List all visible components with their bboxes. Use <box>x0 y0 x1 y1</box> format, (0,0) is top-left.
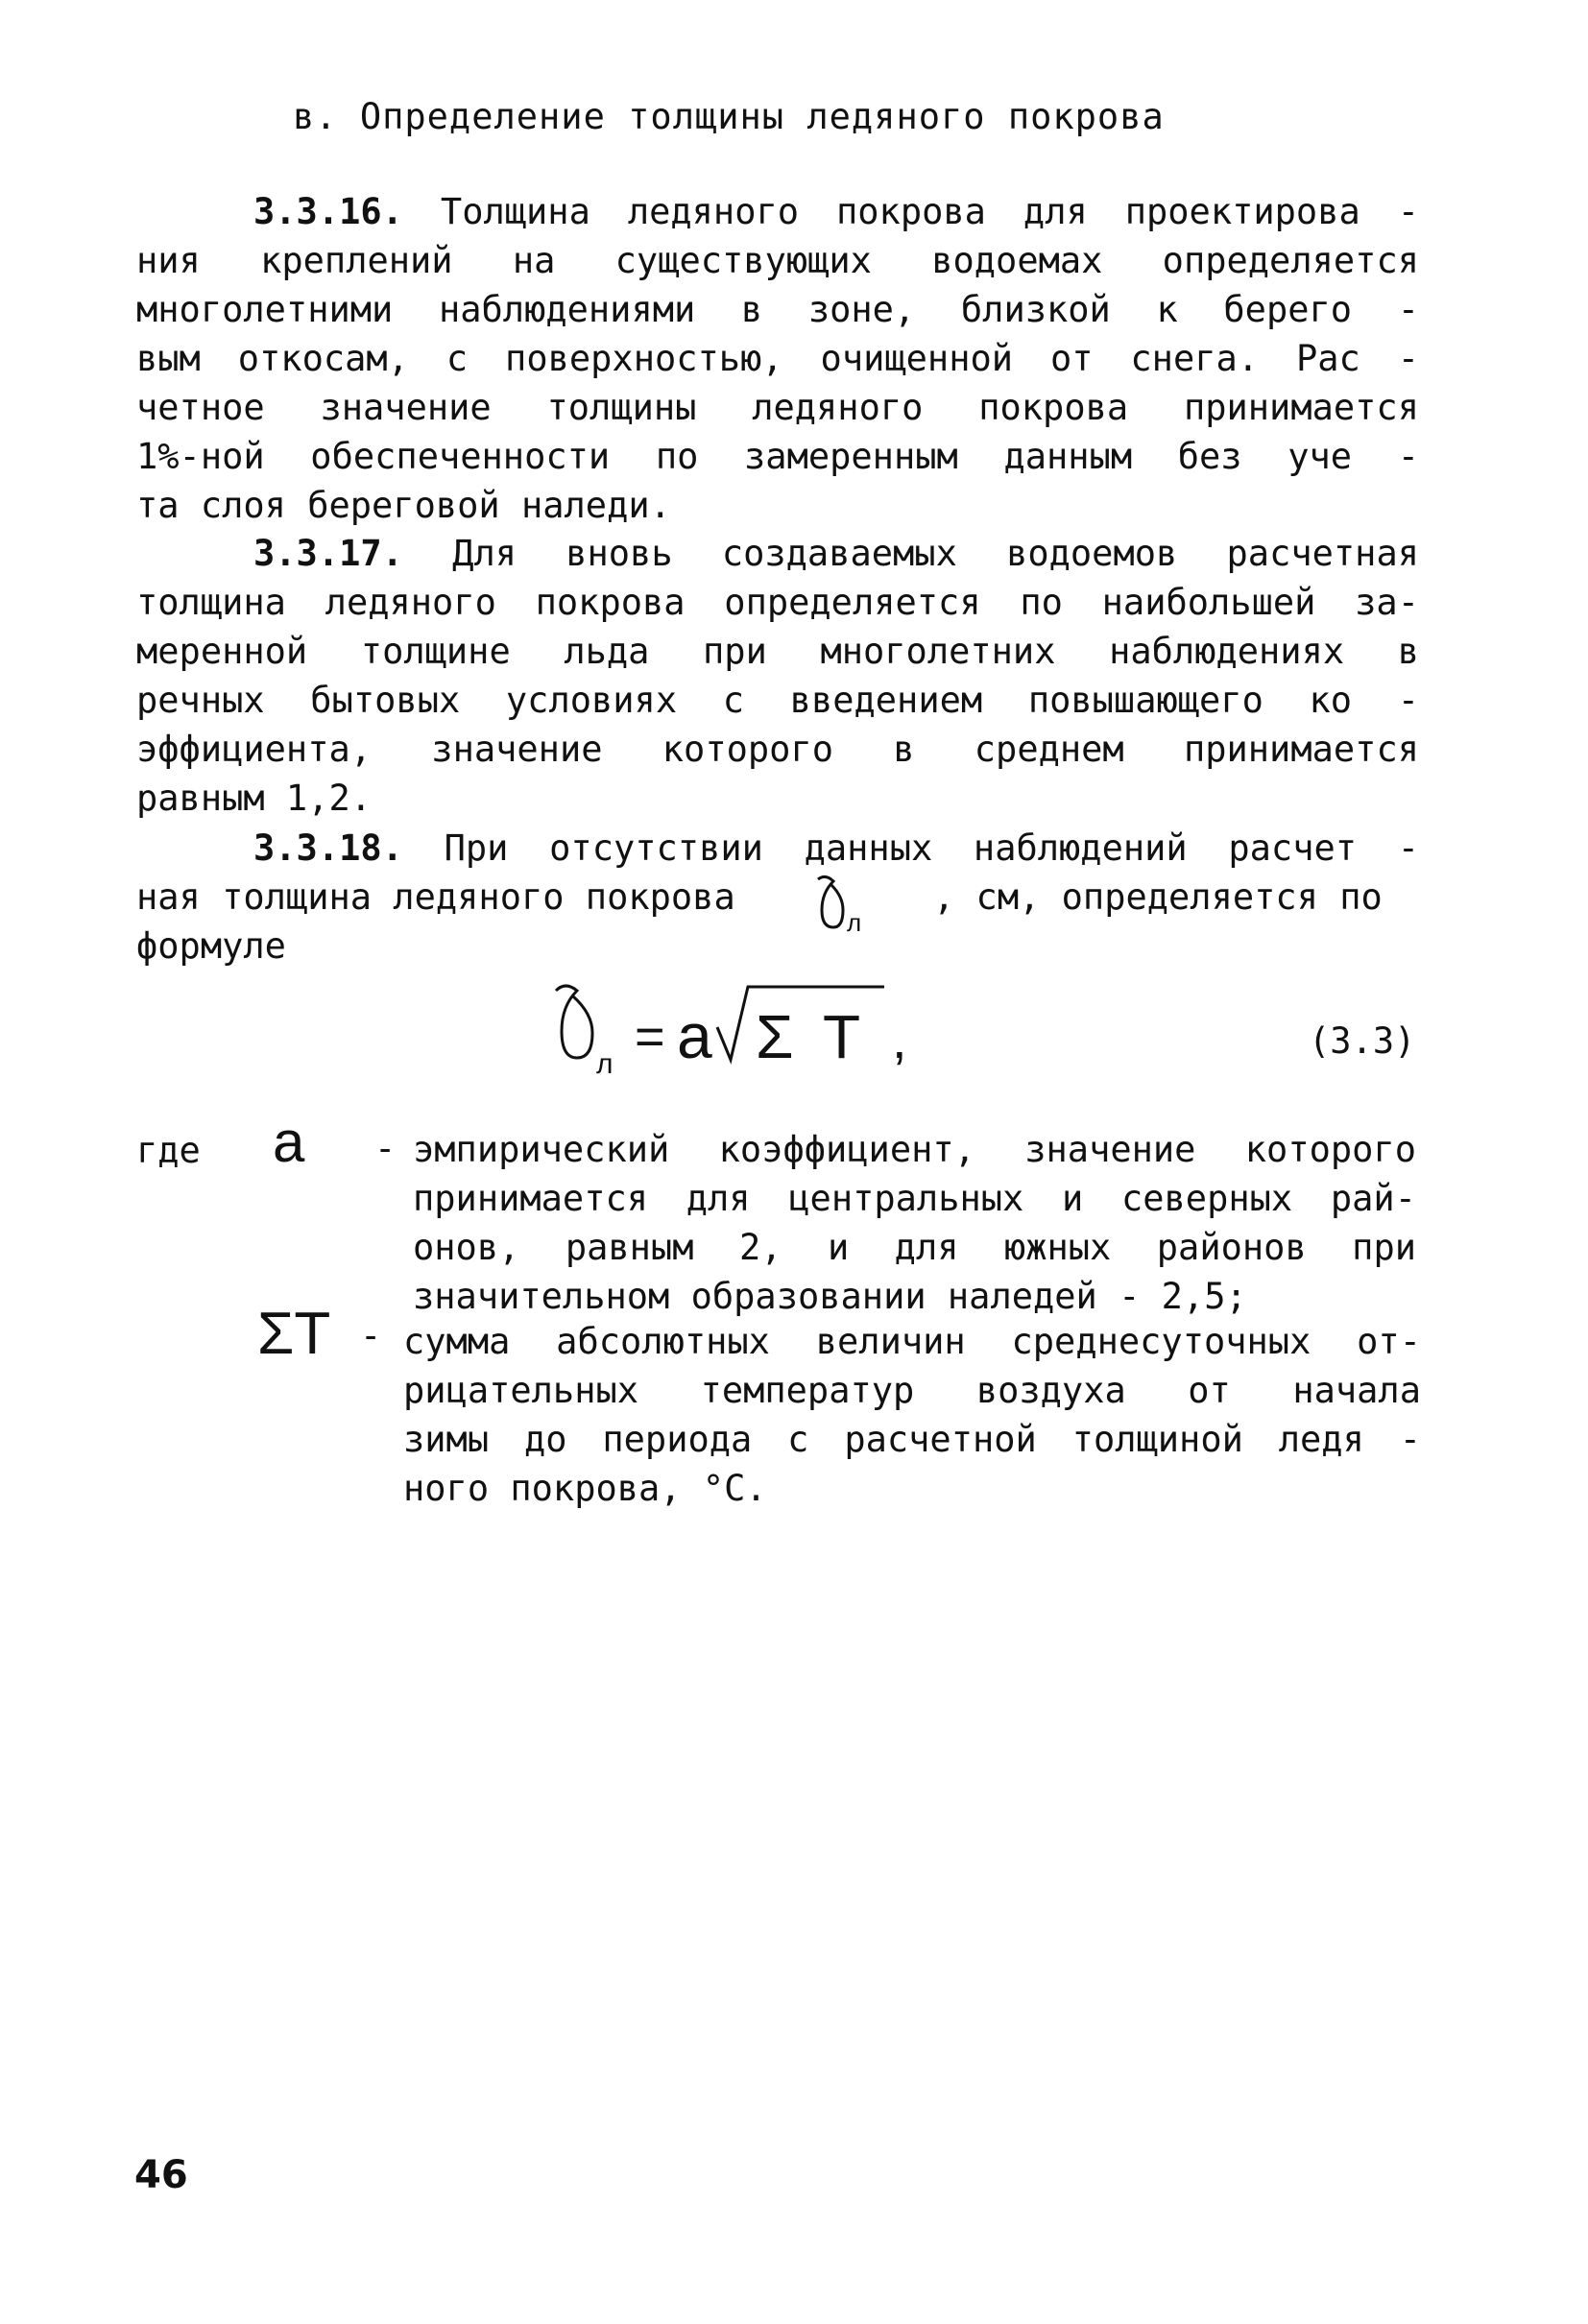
svg-text:л: л <box>847 908 862 937</box>
formula-subscript: л <box>596 1048 614 1080</box>
definition-line: сумма абсолютных величин среднесуточных от- <box>403 1321 1421 1362</box>
paragraph-line: 3.3.16. Толщина ледяного покрова для проектирова - <box>253 191 1419 232</box>
paragraph-line: 1%-ной обеспеченности по замеренным данным без уче - <box>136 436 1419 477</box>
paragraph-3-3-17 <box>136 529 1419 823</box>
formula-3-3 <box>542 977 946 1083</box>
svg-text:ΣT: ΣT <box>257 1301 331 1363</box>
paragraph-line: четное значение толщины ледяного покрова принимается <box>136 387 1419 428</box>
paragraph-line: равным 1,2. <box>136 778 373 819</box>
paragraph-line: ная толщина ледяного покрова , см, определяется по <box>136 876 1383 918</box>
paragraph-3-3-18 <box>136 824 1419 970</box>
definition-line: принимается для центральных и северных рай- <box>413 1178 1416 1219</box>
paragraph-line: ния креплений на существующих водоемах определяется <box>136 240 1419 281</box>
definition-line: зимы до периода с расчетной толщиной ледя - <box>403 1419 1421 1460</box>
a-definition <box>413 1125 1416 1321</box>
svg-text:a: a <box>273 1114 305 1171</box>
definition-line: рицательных температур воздуха от начала <box>403 1370 1421 1411</box>
sigma-t-definition <box>403 1317 1421 1513</box>
paragraph-number: 3.3.18. <box>253 827 403 869</box>
paragraph-line: многолетними наблюдениями в зоне, близкой к берего - <box>136 289 1419 330</box>
a-dash: - <box>374 1128 397 1169</box>
paragraph-line: формуле <box>136 925 286 967</box>
paragraph-line: вым откосам, с поверхностью, очищенной от снега. Рас - <box>136 338 1419 379</box>
definition-line: онов, равным 2, и для южных районов при <box>413 1227 1416 1268</box>
page-number: 46 <box>134 2153 188 2197</box>
formula-variable: T <box>823 1002 861 1071</box>
paragraph-line: эффициента, значение которого в среднем принимается <box>136 729 1419 770</box>
definition-line: ного покрова, °С. <box>403 1468 767 1509</box>
a-symbol <box>269 1114 317 1171</box>
section-heading: в. Определение толщины ледяного покрова <box>293 96 1165 137</box>
formula-coefficient: a <box>677 1000 712 1071</box>
paragraph-line: толщина ледяного покрова определяется по наибольшей за- <box>136 582 1419 623</box>
paragraph-number: 3.3.17. <box>253 533 403 574</box>
sigma-t-dash: - <box>360 1315 382 1356</box>
where-word: где <box>136 1130 201 1171</box>
paragraph-3-3-16 <box>136 187 1419 530</box>
sigma-t-symbol <box>257 1296 363 1363</box>
paragraph-line: 3.3.18. При отсутствии данных наблюдений расчет - <box>253 827 1419 869</box>
paragraph-line: речных бытовых условиях с введением повышающего ко - <box>136 680 1419 721</box>
paragraph-line: меренной толщине льда при многолетних наблюдениях в <box>136 631 1419 672</box>
paragraph-line: та слоя береговой наледи. <box>136 485 671 526</box>
delta-l-symbol <box>808 872 876 939</box>
formula-comma: , <box>892 1009 907 1069</box>
definition-line: значительном образовании наледей - 2,5; <box>413 1276 1247 1317</box>
definition-line: эмпирический коэффициент, значение которого <box>413 1129 1416 1170</box>
equation-number: (3.3) <box>1309 1020 1416 1062</box>
paragraph-number: 3.3.16. <box>253 191 403 232</box>
paragraph-line: 3.3.17. Для вновь создаваемых водоемов расчетная <box>253 533 1419 574</box>
formula-sum: Σ <box>756 1002 794 1071</box>
formula-equals: = <box>635 1008 665 1066</box>
